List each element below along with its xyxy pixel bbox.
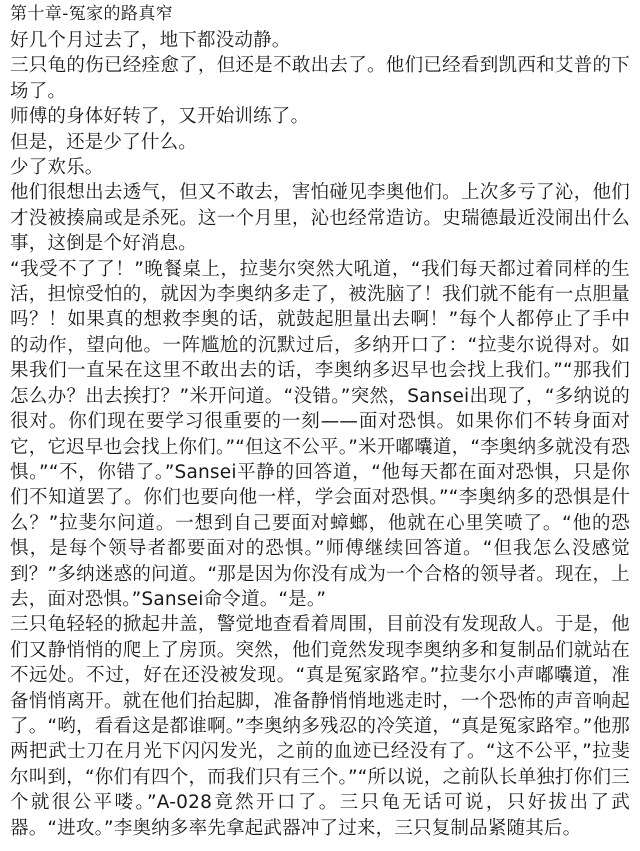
paragraph: 三只龟的伤已经痊愈了，但还是不敢出去了。他们已经看到凯西和艾普的下场了。 xyxy=(10,55,630,102)
paragraph: 好几个月过去了，地下都没动静。 xyxy=(10,30,291,51)
paragraph: 三只龟轻轻的掀起井盖，警觉地查看着周围，目前没有发现敌人。于是，他们又静悄悄的爬上了房顶。突然，他们竟然发现李奥纳多和复制品们就站在不远处。不过，好在还没被发现。“真是冤家路窄。”拉斐尔小声嘟囔道，准备悄悄离开。就在他们抬起脚，准备静悄悄地逃走时，一个恐怖的声音响起了。“哟，看看这是都谁啊。”李奥纳多残忍的冷笑道，“真是冤家路窄。”他那两把武士刀在月光下闪闪发光，之前的血迹已经没有了。“这不公平，”拉斐尔叫到，“你们有四个，而我们只有三个。”“所以说，之前队长单独打你们三个就很公平喽。”A-028竟然开口了。三只龟无话可说，只好拔出了武器。“进攻。”李奥纳多率先拿起武器冲了过来，三只复制品紧随其后。 xyxy=(10,614,630,839)
paragraph: 师傅的身体好转了，又开始训练了。 xyxy=(10,106,310,128)
paragraph: 他们很想出去透气，但又不敢去，害怕碰见李奥他们。上次多亏了沁，他们才没被揍扁或是杀死。这一个月里，沁也经常造访。史瑞德最近没闹出什么事，这倒是个好消息。 xyxy=(10,182,630,255)
paragraph: 但是，还是少了什么。 xyxy=(10,131,198,153)
paragraph: 少了欢乐。 xyxy=(10,157,104,179)
chapter-title: 第十章-冤家的路真窄 xyxy=(10,4,174,24)
paragraph: “我受不了了！”晚餐桌上，拉斐尔突然大吼道，“我们每天都过着同样的生活，担惊受怕的，就因为李奥纳多走了，被洗脑了！我们就不能有一点胆量吗？！如果真的想救李奥的话，就鼓起胆量出去啊！”每个人都停止了手中的动作，望向他。一阵尴尬的沉默过后，多纳开口了：“拉斐尔说得对。如果我们一直呆在这里不敢出去的话，李奥纳多迟早也会找上我们。”“那我们怎么办？出去挨打？”米开问道。“没错。”突然，Sansei出现了，“多纳说的很对。你们现在要学习很重要的一刻——面对恐惧。如果你们不转身面对它，它迟早也会找上你们。”“但这不公平。”米开嘟囔道，“李奥纳多就没有恐惧。”“不，你错了。”Sansei平静的回答道，“他每天都在面对恐惧，只是你们不知道罢了。你们也要向他一样，学会面对恐惧。”“李奥纳多的恐惧是什么？”拉斐尔问道。一想到自己要面对蟑螂，他就在心里笑喷了。“他的恐惧，是每个领导者都要面对的恐惧。”师傅继续回答道。“但我怎么没感觉到？”多纳迷惑的问道。“那是因为你没有成为一个合格的领导者。现在，上去，面对恐惧。”Sansei命令道。“是。” xyxy=(10,258,630,610)
